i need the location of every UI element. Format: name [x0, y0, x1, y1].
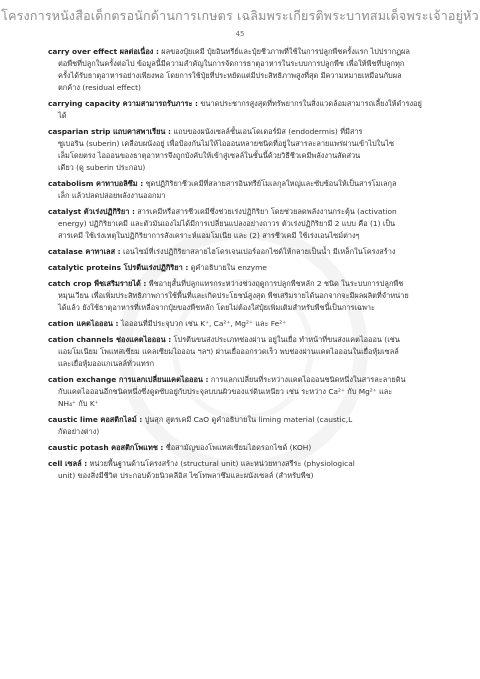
glossary-entry [48, 98, 438, 122]
entry-definition-start: แถบของผนังเซลล์ชั้นเอนโดเดอร์มิส (endodermis) ที่มีสาร [170, 127, 363, 136]
entry-first-line [48, 458, 438, 470]
entry-definition-start: ชื่อสามัญของโพแทสเซียมไฮดรอกไซด์ (KOH) [163, 443, 312, 452]
entry-definition-line: ได้ [58, 111, 67, 120]
entry-term: catalyst ตัวเร่งปฏิกิริยา : [48, 207, 135, 216]
entry-first-line [48, 126, 438, 138]
entry-term: carry over effect ผลต่อเนื่อง : [48, 47, 159, 56]
entry-definition-start: ดูคำอธิบายใน enzyme [188, 263, 267, 272]
entry-definition-line: เล็ก แล้วปลดปล่อยพลังงานออกมา [58, 191, 166, 200]
entry-term: caustic lime คอสติกไลม์ : [48, 415, 143, 424]
entry-definition-start: พืชอายุสั้นที่ปลูกแทรกระหว่างช่วงฤดูการปลูกพืชหลัก 2 ชนิด ในระบบการปลูกพืช [146, 279, 404, 288]
glossary-entry [48, 374, 438, 410]
entry-first-line [48, 46, 438, 58]
glossary-entry [48, 414, 438, 438]
glossary-entries [48, 46, 438, 482]
glossary-content [48, 46, 438, 486]
entry-definition-start: ชุดปฏิกิริยาชีวเคมีที่สลายสารอินทรีย์โมเลกุลใหญ่และซับซ้อนให้เป็นสารโมเลกุล [143, 179, 397, 188]
entry-definition-start: ผลของปุ๋ยเคมี ปุ๋ยอินทรีย์และปุ๋ยชีวภาพที่ใช้ในการปลูกพืชครั้งแรก ไปปรากฏผล [158, 47, 410, 56]
entry-definition-start: ไอออนที่มีประจุบวก เช่น K⁺, Ca²⁺, Mg²⁺ และ Fe²⁺ [118, 319, 287, 328]
entry-definition-start: หน่วยพื้นฐานด้านโครงสร้าง (structural unit) และหน่วยทางสรีระ (physiological [87, 459, 355, 468]
entry-definition-line: NH₄⁺ กับ K⁺ [58, 399, 99, 408]
glossary-entry [48, 206, 438, 242]
glossary-entry [48, 458, 438, 482]
entry-first-line [48, 442, 438, 454]
entry-term: cation exchange การแลกเปลี่ยนแคตไอออน : [48, 375, 209, 384]
entry-definition-line: ได้แล้ว ยังใช้ธาตุอาหารที่เหลือจากปุ๋ยของพืชหลัก โดยไม่ต้องใส่ปุ๋ยเพิ่มเติมสำหรับพืชนี้เป็นการเฉพาะ [58, 303, 376, 312]
entry-term: catalase คาทาเลส : [48, 247, 121, 256]
entry-term: carrying capacity ความสามารถรับภาระ : [48, 99, 199, 108]
entry-term: cation แคตไอออน : [48, 319, 119, 328]
glossary-entry [48, 318, 438, 330]
glossary-entry [48, 178, 438, 202]
entry-first-line [48, 334, 438, 346]
entry-first-line [48, 414, 438, 426]
glossary-entry [48, 442, 438, 454]
entry-definition-line: unit) ของสิ่งมีชีวิต ประกอบด้วยนิวคลีอิส ไซโทพลาซึมและผนังเซลล์ (สำหรับพืช) [58, 471, 314, 480]
entry-definition-line: กัดอย่างต่าง) [58, 427, 100, 436]
entry-definition-line: ครั้งได้รับธาตุอาหารอย่างเพียงพอ โดยการใช้ปุ๋ยที่ประหยัดแต่มีประสิทธิภาพสูงที่สุด มีความหมายเหมือนกับผล [58, 71, 402, 80]
entry-first-line [48, 374, 438, 386]
entry-definition-start: เอนไซม์ที่เร่งปฏิกิริยาสลายไฮโดรเจนเปอร์ออกไซด์ให้กลายเป็นน้ำ มีเหล็กในโครงสร้าง [120, 247, 396, 256]
entry-term: cell เซลล์ : [48, 459, 88, 468]
entry-definition-start: สารเคมีหรือสารชีวเคมีซึ่งช่วยเร่งปฏิกิริยา โดยช่วยลดพลังงานกระตุ้น (activation [134, 207, 397, 216]
entry-definition-line: กับแคตไอออนอีกชนิดหนึ่งซึ่งดูดซับอยู่กับประจุลบบนผิวของแร่ดินเหนียว เช่น ระหว่าง Ca²⁺ กับ Mg²⁺ และ [58, 387, 393, 396]
entry-term: catch crop พืชเสริมรายได้ : [48, 279, 147, 288]
entry-term: catalytic proteins โปรตีนเร่งปฏิกิริยา : [48, 263, 189, 272]
entry-definition-start: โปรตีนขนส่งประเภทช่องผ่าน อยู่ในเยื่อ ทำหน้าที่ขนส่งแคตไอออน (เช่น [171, 335, 400, 344]
entry-term: caustic potash คอสติกโพแทช : [48, 443, 164, 452]
entry-first-line [48, 246, 438, 258]
entry-definition-line: ต่อพืชที่ปลูกในครั้งต่อไป ข้อมูลนี้มีความสำคัญในการจัดการธาตุอาหารในระบบการปลูกพืช เพื่อให้พืชที่ปลูกทุก [58, 59, 405, 68]
entry-definition-line: energy) ปฏิกิริยาเคมี และตัวมันเองไม่ได้มีการเปลี่ยนแปลงอย่างถาวร ตัวเร่งปฏิกิริยามี 2 แบบ คือ (1) เป็น [58, 219, 396, 228]
glossary-entry [48, 126, 438, 174]
glossary-entry [48, 262, 438, 274]
entry-definition-line: เล็มโดยตรง ไอออนของธาตุอาหารจึงถูกบังคับให้เข้าสู่เซลล์ในชั้นนี้ด้วยวิธีชีวเคมีพลังงานสัดส่วน [58, 151, 361, 160]
entry-first-line [48, 262, 438, 274]
entry-first-line [48, 98, 438, 110]
entry-term: casparian strip แถบคาสพาเรียน : [48, 127, 171, 136]
glossary-entry [48, 246, 438, 258]
entry-first-line [48, 278, 438, 290]
entry-term: cation channels ช่องแคตไอออน : [48, 335, 172, 344]
entry-first-line [48, 318, 438, 330]
entry-definition-line: ตกค้าง (residual effect) [58, 83, 141, 92]
entry-definition-start: ขนาดประชากรสูงสุดที่ทรัพยากรในสิ่งแวดล้อมสามารถเลี้ยงให้ดำรงอยู่ [198, 99, 422, 108]
glossary-entry [48, 334, 438, 370]
entry-definition-start: การแลกเปลี่ยนที่ระหว่างแคตไอออนชนิดหนึ่งในสารละลายดิน [208, 375, 406, 384]
entry-first-line [48, 178, 438, 190]
entry-first-line [48, 206, 438, 218]
entry-definition-line: และเยื่อหุ้มออแกเนลล์ทั่วแทรก [58, 359, 155, 368]
entry-definition-line: สารเคมี ใช้เร่งเหตุในปฏิกิริยาการสังเคราะห์แอมโมเนีย และ (2) สารชีวเคมี ใช้เร่งเอนไซม์ต่างๆ [58, 231, 360, 240]
entry-term: catabolism คาทาบอลิซึม : [48, 179, 144, 188]
entry-definition-line: หมุนเวียน เพื่อเพิ่มประสิทธิภาพการใช้พื้นที่และเกิดประโยชน์สูงสุด พืชเสริมรายได้นอกจากจะมีผลผลิตที่จำหน่าย [58, 291, 409, 300]
entry-definition-start: ปูนสุก สูตรเคมี CaO ดูคำอธิบายใน liming material (caustic,L [142, 415, 353, 424]
glossary-entry [48, 278, 438, 314]
entry-definition-line: ซูเบอริน (suberin) เคลือบผนังอยู่ เพื่อป้องกันไม่ให้ไอออนหลายชนิดที่อยู่ในสารละลายแพร่ผ่านเข้าไปในไซ [58, 139, 395, 148]
entry-definition-line: เดียว (ดู suberin ประกอบ) [58, 163, 146, 172]
page-header: โครงการหนังสือเด็กตรอนักด้านการเกษตร เฉลิมพระเกียรติพระบาทสมเด็จพระเจ้าอยู่หัว [1, 8, 479, 23]
entry-definition-line: แอมโมเนียม โพแทสเซียม แคลเซียมไอออน ฯลฯ) ผ่านเยื่อออกรวดเร็ว พบช่องผ่านแคตไอออนในเยื่อหุ้มเซลล์ [58, 347, 399, 356]
glossary-entry [48, 46, 438, 94]
page-number: 45 [235, 30, 245, 38]
